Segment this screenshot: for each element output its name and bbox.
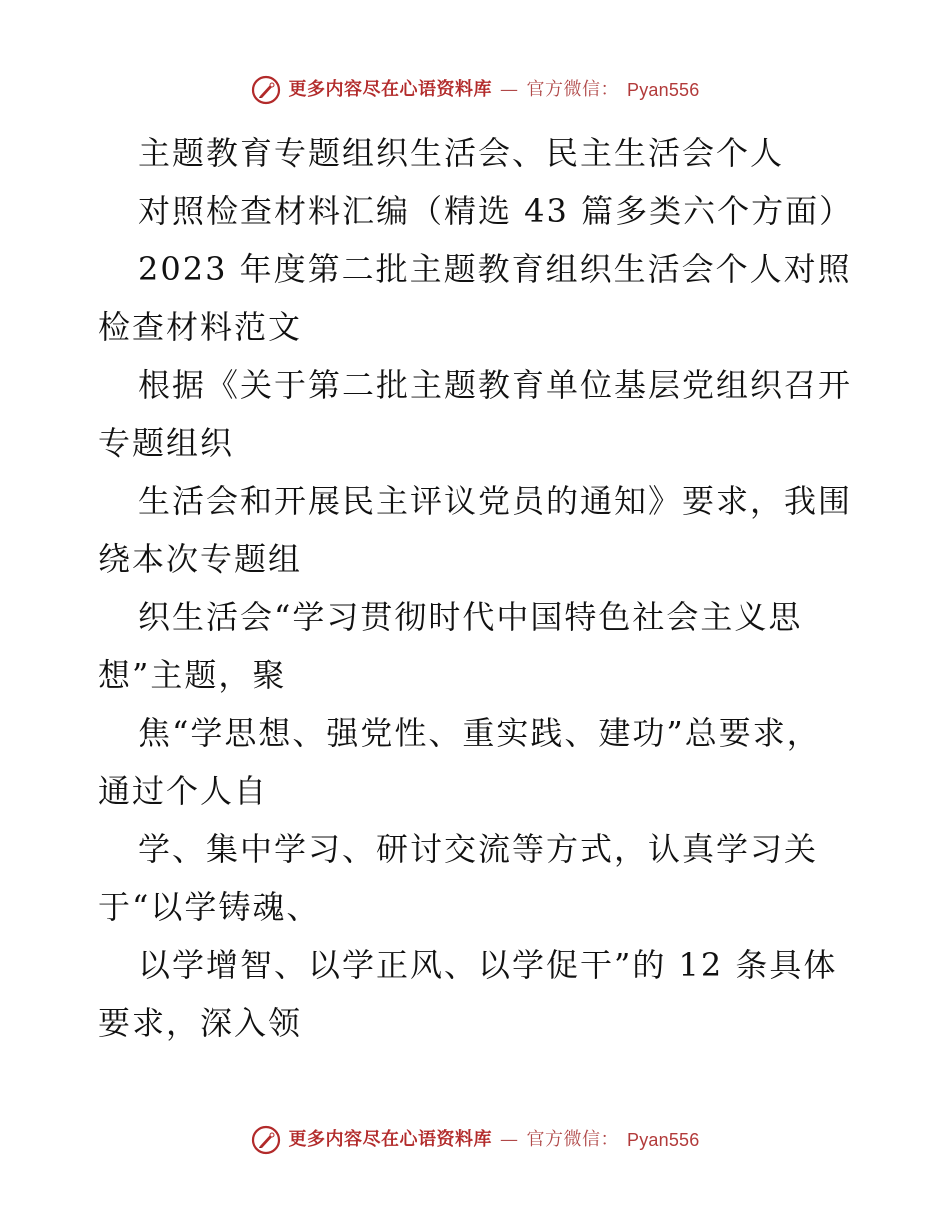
watermark-separator: —	[500, 1129, 519, 1150]
document-line: 主题教育专题组织生活会、民主生活会个人	[138, 134, 785, 172]
document-line: 要求，深入领	[98, 1004, 303, 1042]
document-line: 通过个人自	[98, 772, 269, 810]
watermark-row	[251, 1125, 700, 1155]
quill-pen-logo-icon	[251, 1125, 281, 1155]
header-watermark	[0, 70, 950, 110]
watermark-wechat-id: Pyan556	[627, 80, 700, 100]
document-line: 对照检查材料汇编（精选 43 篇多类六个方面）	[138, 192, 854, 230]
footer-watermark	[0, 1120, 950, 1160]
document-line: 于“以学铸魂、	[98, 888, 321, 926]
watermark-separator: —	[500, 79, 519, 100]
document-line: 根据《关于第二批主题教育单位基层党组织召开	[138, 366, 853, 404]
document-line: 学、集中学习、研讨交流等方式，认真学习关	[138, 830, 819, 868]
document-body	[98, 124, 858, 1052]
document-line: 织生活会“学习贯彻时代中国特色社会主义思	[138, 598, 803, 636]
watermark-label: 官方微信：	[526, 79, 620, 100]
document-line: 生活会和开展民主评议党员的通知》要求，我围	[138, 482, 853, 520]
watermark-site-text: 更多内容尽在心语资料库	[288, 1129, 493, 1150]
document-line: 绕本次专题组	[98, 540, 303, 578]
document-line: 2023 年度第二批主题教育组织生活会个人对照	[138, 250, 852, 288]
document-line: 想”主题，聚	[98, 656, 287, 694]
watermark-site-text: 更多内容尽在心语资料库	[288, 79, 493, 100]
document-line: 焦“学思想、强党性、重实践、建功”总要求，	[138, 714, 821, 752]
watermark-label: 官方微信：	[526, 1129, 620, 1150]
document-line: 专题组织	[98, 424, 235, 462]
quill-pen-logo-icon	[251, 75, 281, 105]
watermark-wechat-id: Pyan556	[627, 1130, 700, 1150]
watermark-row	[251, 75, 700, 105]
document-line: 检查材料范文	[98, 308, 303, 346]
document-line: 以学增智、以学正风、以学促干”的 12 条具体	[138, 946, 838, 984]
